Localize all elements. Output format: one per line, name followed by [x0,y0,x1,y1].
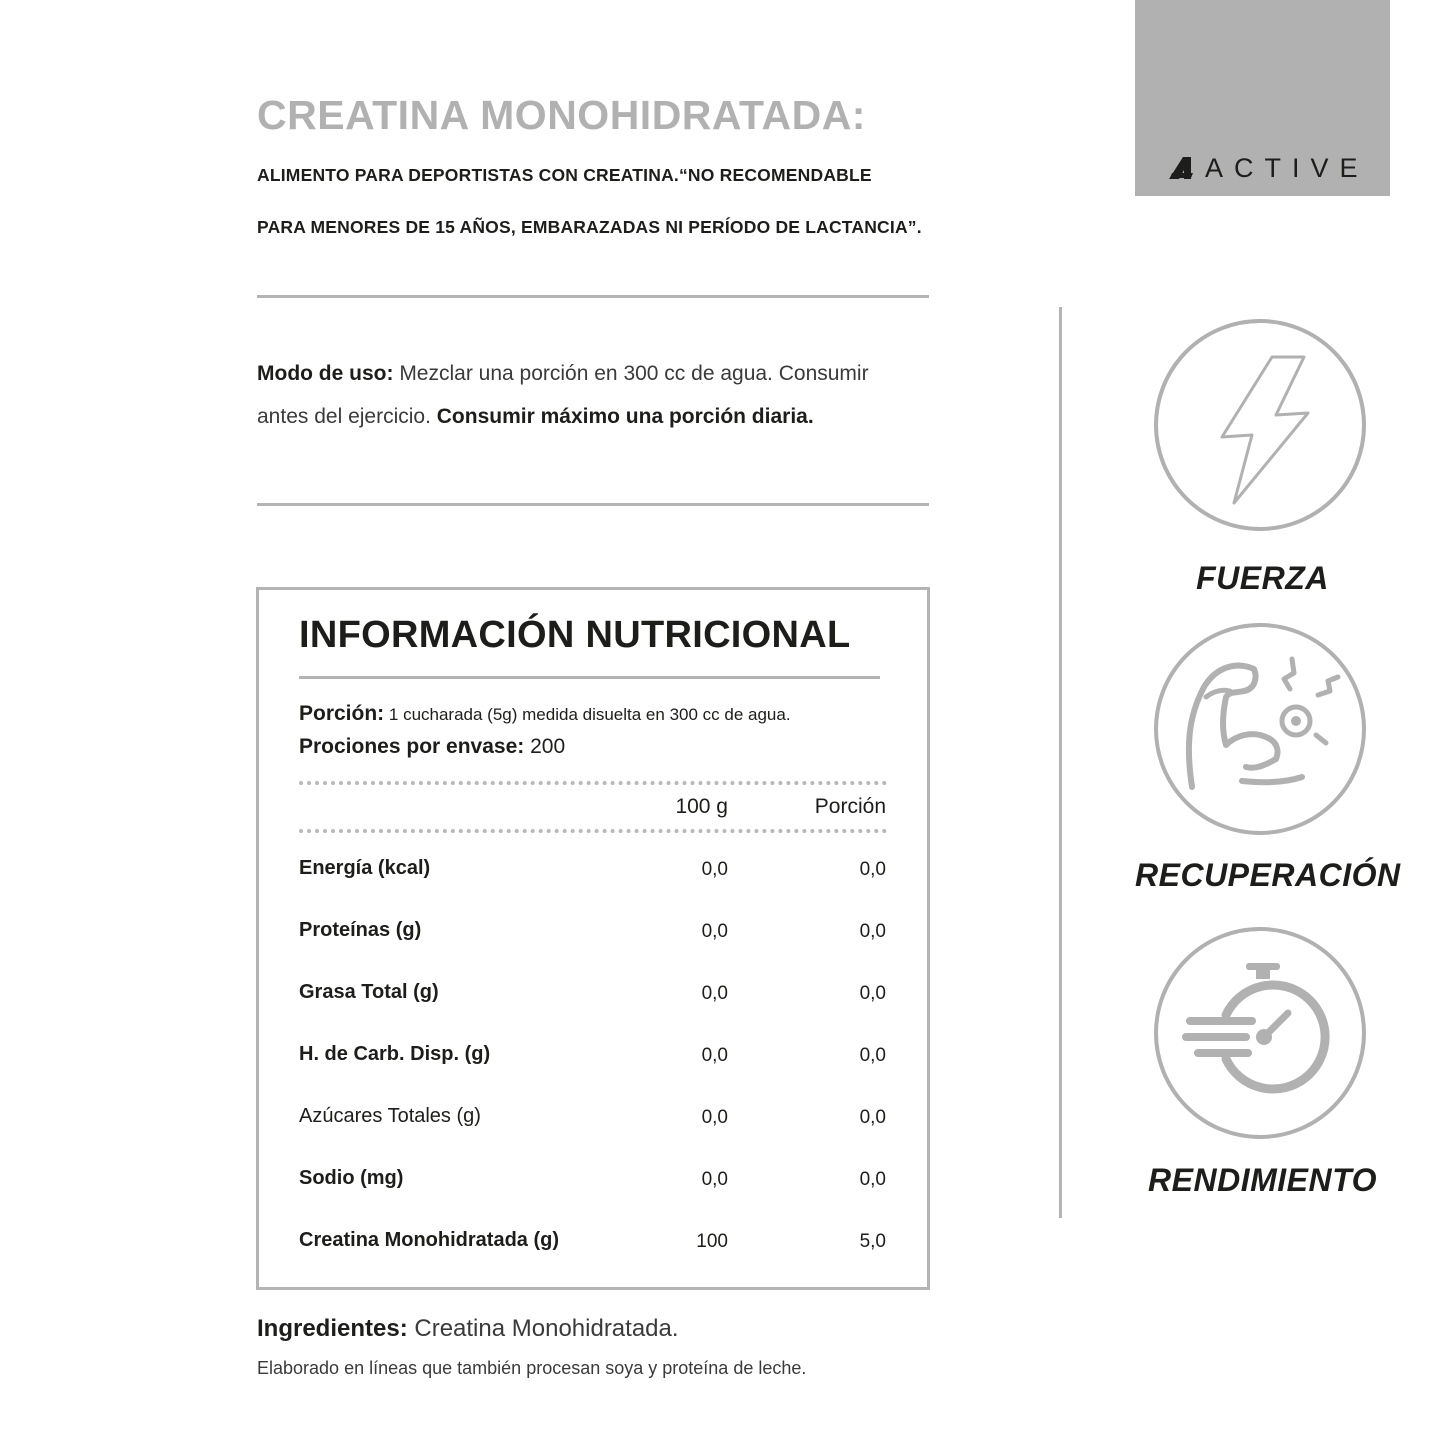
dotted-divider [299,781,887,785]
lightning-bolt-icon [1158,323,1362,527]
nutrient-label: Sodio (mg) [299,1167,404,1189]
servings-label: Prociones por envase: [299,735,525,758]
allergen-notice: Elaborado en líneas que también procesan soya y proteína de leche. [257,1358,807,1378]
nutrient-value-portion: 0,0 [859,1107,886,1128]
active-logo-icon [1169,157,1195,179]
ingredients [257,1315,679,1343]
benefit-circle [1154,927,1366,1139]
nutrient-label: Grasa Total (g) [299,981,439,1003]
ingredients-text: Creatina Monohidratada. [407,1315,679,1342]
servings-value: 200 [524,735,566,758]
serving-size [299,702,791,726]
ingredients-label: Ingredientes: [257,1315,408,1342]
divider [257,503,929,506]
benefit-label: RECUPERACIÓN [1135,857,1401,893]
brand-name: ACTIVE [1205,153,1369,183]
serving-text: 1 cucharada (5g) medida disuelta en 300 cc de agua. [384,705,791,724]
stopwatch-speed-icon [1158,931,1362,1135]
benefit-circle [1154,623,1366,835]
column-header-100g: 100 g [675,795,728,818]
nutrient-value-100g: 0,0 [701,1045,728,1066]
flexed-arm-icon [1158,627,1362,831]
usage-text-2: antes del ejercicio. [257,405,437,428]
nutrient-label: Energía (kcal) [299,857,431,879]
vertical-divider [1059,307,1062,1218]
nutrient-value-portion: 5,0 [859,1231,886,1252]
nutrition-title: INFORMACIÓN NUTRICIONAL [299,614,851,656]
usage-line-1 [257,362,947,386]
nutrient-value-100g: 0,0 [701,921,728,942]
nutrition-divider [299,676,880,679]
nutrient-label: Azúcares Totales (g) [299,1105,481,1127]
warning-line-2: PARA MENORES DE 15 AÑOS, EMBARAZADAS NI PERÍODO DE LACTANCIA”. [257,217,922,237]
product-title: CREATINA MONOHIDRATADA: [257,92,866,138]
usage-line-2 [257,405,947,429]
usage-text-1: Mezclar una porción en 300 cc de agua. Consumir [393,362,869,385]
nutrient-label: Proteínas (g) [299,919,422,941]
nutrient-value-portion: 0,0 [859,1045,886,1066]
usage-label: Modo de uso: [257,362,394,385]
nutrient-value-100g: 0,0 [701,859,728,880]
benefit-label: RENDIMIENTO [1148,1162,1377,1198]
nutrient-value-100g: 0,0 [701,1107,728,1128]
nutrient-value-portion: 0,0 [859,859,886,880]
warning-line-1: ALIMENTO PARA DEPORTISTAS CON CREATINA.“NO RECOMENDABLE [257,165,872,185]
column-header-portion: Porción [814,795,886,818]
benefit-circle [1154,319,1366,531]
usage-emphasis: Consumir máximo una porción diaria. [436,405,814,428]
nutrient-value-100g: 0,0 [701,983,728,1004]
nutrient-label: H. de Carb. Disp. (g) [299,1043,491,1065]
nutrient-value-100g: 0,0 [701,1169,728,1190]
nutrient-value-100g: 100 [696,1231,728,1252]
benefit-label: FUERZA [1196,560,1329,596]
servings-per-container [299,735,565,759]
serving-label: Porción: [299,702,385,725]
dotted-divider [299,829,887,833]
nutrient-value-portion: 0,0 [859,921,886,942]
nutrient-value-portion: 0,0 [859,983,886,1004]
divider [257,295,929,298]
nutrient-label: Creatina Monohidratada (g) [299,1229,560,1251]
nutrient-value-portion: 0,0 [859,1169,886,1190]
